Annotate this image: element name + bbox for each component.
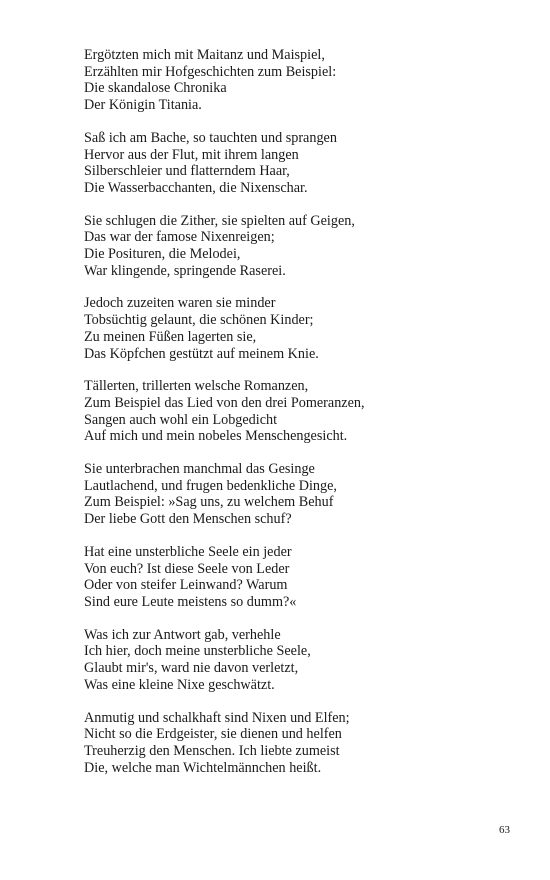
verse-line: Erzählten mir Hofgeschichten zum Beispiel: xyxy=(84,63,337,80)
verse-line: Das Köpfchen gestützt auf meinem Knie. xyxy=(84,345,319,362)
stanza-3 xyxy=(84,213,484,280)
verse-line: Lautlachend, und frugen bedenkliche Dinge, xyxy=(84,477,337,494)
verse-line: Die, welche man Wichtelmännchen heißt. xyxy=(84,759,322,776)
verse-line: Auf mich und mein nobeles Menschengesicht. xyxy=(84,428,348,445)
verse-line: Die Posituren, die Melodei, xyxy=(84,246,241,263)
verse-line: Oder von steifer Leinwand? Warum xyxy=(84,577,288,594)
stanza-2 xyxy=(84,130,484,197)
poem-text xyxy=(84,47,484,792)
page-number: 63 xyxy=(499,824,510,836)
stanza-8 xyxy=(84,627,484,694)
verse-line: Zum Beispiel das Lied von den drei Pomeranzen, xyxy=(84,394,365,411)
verse-line: Die skandalose Chronika xyxy=(84,80,227,97)
verse-line: Tällerten, trillerten welsche Romanzen, xyxy=(84,378,309,395)
verse-line: Zum Beispiel: »Sag uns, zu welchem Behuf xyxy=(84,494,334,511)
verse-line: Was eine kleine Nixe geschwätzt. xyxy=(84,676,275,693)
stanza-7 xyxy=(84,544,484,611)
verse-line: Der liebe Gott den Menschen schuf? xyxy=(84,511,292,528)
verse-line: Sie unterbrachen manchmal das Gesinge xyxy=(84,461,315,478)
stanza-9 xyxy=(84,710,484,777)
verse-line: Hat eine unsterbliche Seele ein jeder xyxy=(84,543,292,560)
stanza-6 xyxy=(84,461,484,528)
verse-line: Jedoch zuzeiten waren sie minder xyxy=(84,295,276,312)
stanza-4 xyxy=(84,295,484,362)
verse-line: Hervor aus der Flut, mit ihrem langen xyxy=(84,146,299,163)
verse-line: War klingende, springende Raserei. xyxy=(84,262,286,279)
verse-line: Von euch? Ist diese Seele von Leder xyxy=(84,560,290,577)
verse-line: Die Wasserbacchanten, die Nixenschar. xyxy=(84,179,308,196)
verse-line: Saß ich am Bache, so tauchten und sprangen xyxy=(84,129,337,146)
stanza-5 xyxy=(84,378,484,445)
verse-line: Was ich zur Antwort gab, verhehle xyxy=(84,626,281,643)
verse-line: Sie schlugen die Zither, sie spielten auf Geigen, xyxy=(84,212,355,229)
verse-line: Das war der famose Nixenreigen; xyxy=(84,229,275,246)
verse-line: Der Königin Titania. xyxy=(84,97,202,114)
verse-line: Nicht so die Erdgeister, sie dienen und helfen xyxy=(84,726,342,743)
verse-line: Treuherzig den Menschen. Ich liebte zumeist xyxy=(84,742,340,759)
verse-line: Glaubt mir's, ward nie davon verletzt, xyxy=(84,660,299,677)
verse-line: Sind eure Leute meistens so dumm?« xyxy=(84,593,297,610)
verse-line: Zu meinen Füßen lagerten sie, xyxy=(84,328,257,345)
verse-line: Silberschleier und flatterndem Haar, xyxy=(84,163,290,180)
verse-line: Ich hier, doch meine unsterbliche Seele, xyxy=(84,643,311,660)
stanza-1 xyxy=(84,47,484,114)
verse-line: Anmutig und schalkhaft sind Nixen und Elfen; xyxy=(84,709,350,726)
verse-line: Sangen auch wohl ein Lobgedicht xyxy=(84,411,278,428)
verse-line: Tobsüchtig gelaunt, die schönen Kinder; xyxy=(84,312,314,329)
verse-line: Ergötzten mich mit Maitanz und Maispiel, xyxy=(84,47,325,63)
